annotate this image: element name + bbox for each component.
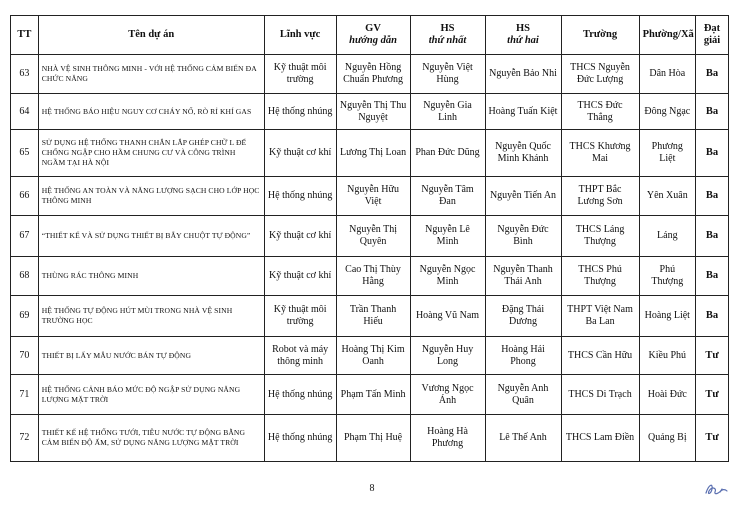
cell-prize: Tư [696,415,729,462]
cell-prize: Ba [696,130,729,177]
cell-student-1: Vương Ngọc Ánh [410,375,485,415]
cell-student-2: Nguyễn Anh Quân [485,375,561,415]
header-student-2: HS thứ hai [485,16,561,55]
cell-field: Robot và máy thông minh [264,337,336,375]
cell-prize: Ba [696,55,729,94]
cell-student-2: Nguyễn Quốc Minh Khánh [485,130,561,177]
cell-student-2: Nguyễn Bảo Nhi [485,55,561,94]
table-row [11,337,729,375]
cell-field: Kỹ thuật cơ khí [264,257,336,296]
handwritten-signature [703,480,729,498]
cell-project: SỬ DỤNG HỆ THỐNG THANH CHẮN LẮP GHÉP CHỮ L ĐỂ CHỐNG NGẬP CHO HẦM CHUNG CƯ VÀ CÔNG TRÌNH NGẦM TẠI HÀ NỘI [38,130,264,177]
cell-field: Hệ thống nhúng [264,94,336,130]
cell-advisor: Nguyễn Hữu Việt [336,177,410,216]
cell-ward: Dân Hòa [639,55,695,94]
cell-project: “THIẾT KẾ VÀ SỬ DỤNG THIẾT BỊ BẪY CHUỘT TỰ ĐỘNG” [38,216,264,257]
cell-school: THCS Di Trạch [561,375,639,415]
header-prize: Đạt giải [696,16,729,55]
cell-school: THCS Khương Mai [561,130,639,177]
cell-field: Kỹ thuật cơ khí [264,130,336,177]
cell-ward: Láng [639,216,695,257]
cell-ward: Phương Liệt [639,130,695,177]
cell-ward: Hoàng Liệt [639,296,695,337]
cell-student-1: Nguyễn Huy Long [410,337,485,375]
cell-ward: Phú Thượng [639,257,695,296]
cell-advisor: Phạm Thị Huệ [336,415,410,462]
cell-tt: 67 [11,216,39,257]
cell-tt: 72 [11,415,39,462]
cell-student-2: Nguyễn Tiến An [485,177,561,216]
cell-prize: Ba [696,94,729,130]
cell-ward: Yên Xuân [639,177,695,216]
cell-advisor: Trần Thanh Hiếu [336,296,410,337]
page-number: 8 [369,483,375,494]
cell-advisor: Phạm Tấn Minh [336,375,410,415]
cell-tt: 71 [11,375,39,415]
cell-ward: Kiều Phú [639,337,695,375]
cell-project: NHÀ VỆ SINH THÔNG MINH - VỚI HỆ THỐNG CẢM BIẾN ĐA CHỨC NĂNG [38,55,264,94]
cell-school: THPT Việt Nam Ba Lan [561,296,639,337]
cell-ward: Đông Ngạc [639,94,695,130]
cell-prize: Ba [696,296,729,337]
table-row [11,216,729,257]
cell-ward: Hoài Đức [639,375,695,415]
cell-advisor: Nguyễn Thị Thu Nguyệt [336,94,410,130]
cell-student-1: Hoàng Vũ Nam [410,296,485,337]
table-row [11,296,729,337]
table-row [11,177,729,216]
table-row [11,55,729,94]
cell-project: HỆ THỐNG TỰ ĐỘNG HÚT MÙI TRONG NHÀ VỆ SINH TRƯỜNG HỌC [38,296,264,337]
cell-student-2: Nguyễn Thanh Thái Anh [485,257,561,296]
header-field: Lĩnh vực [264,16,336,55]
cell-student-1: Phan Đức Dũng [410,130,485,177]
header-school: Trường [561,16,639,55]
cell-prize: Tư [696,337,729,375]
cell-field: Hệ thống nhúng [264,177,336,216]
cell-student-2: Đặng Thái Dương [485,296,561,337]
cell-field: Kỹ thuật cơ khí [264,216,336,257]
cell-school: THCS Cần Hữu [561,337,639,375]
cell-field: Hệ thống nhúng [264,415,336,462]
cell-field: Kỹ thuật môi trường [264,296,336,337]
cell-field: Kỹ thuật môi trường [264,55,336,94]
cell-project: THIẾT KẾ HỆ THỐNG TƯỚI, TIÊU NƯỚC TỰ ĐỘNG BẰNG CẢM BIẾN ĐỘ ẨM, SỬ DỤNG NĂNG LƯỢNG MẶT TRỜI [38,415,264,462]
cell-school: THCS Phú Thượng [561,257,639,296]
header-ward: Phường/Xã [639,16,695,55]
cell-ward: Quảng Bị [639,415,695,462]
cell-project: HỆ THỐNG CẢNH BÁO MỨC ĐỘ NGẬP SỬ DỤNG NĂNG LƯỢNG MẶT TRỜI [38,375,264,415]
cell-tt: 66 [11,177,39,216]
cell-prize: Ba [696,257,729,296]
cell-advisor: Nguyễn Thị Quyên [336,216,410,257]
cell-project: THÙNG RÁC THÔNG MINH [38,257,264,296]
cell-field: Hệ thống nhúng [264,375,336,415]
cell-tt: 69 [11,296,39,337]
cell-prize: Ba [696,216,729,257]
cell-project: HỆ THỐNG AN TOÀN VÀ NĂNG LƯỢNG SẠCH CHO LỚP HỌC THÔNG MINH [38,177,264,216]
cell-school: THCS Nguyễn Đức Lượng [561,55,639,94]
cell-student-1: Nguyễn Tâm Đan [410,177,485,216]
cell-project: THIẾT BỊ LẤY MẪU NƯỚC BÁN TỰ ĐỘNG [38,337,264,375]
header-student-1: HS thứ nhất [410,16,485,55]
table-row [11,94,729,130]
cell-student-1: Nguyễn Lê Minh [410,216,485,257]
cell-student-1: Nguyễn Ngọc Minh [410,257,485,296]
header-advisor: GV hướng dẫn [336,16,410,55]
cell-advisor: Lương Thị Loan [336,130,410,177]
cell-tt: 65 [11,130,39,177]
cell-tt: 63 [11,55,39,94]
cell-tt: 64 [11,94,39,130]
table-header-row [11,16,729,55]
cell-student-2: Nguyễn Đức Bình [485,216,561,257]
cell-student-1: Nguyễn Việt Hùng [410,55,485,94]
cell-school: THPT Bắc Lương Sơn [561,177,639,216]
cell-advisor: Hoàng Thị Kim Oanh [336,337,410,375]
cell-school: THCS Lam Điền [561,415,639,462]
cell-student-1: Nguyễn Gia Linh [410,94,485,130]
table-row [11,375,729,415]
cell-student-1: Hoàng Hà Phương [410,415,485,462]
cell-school: THCS Đức Thắng [561,94,639,130]
cell-school: THCS Láng Thượng [561,216,639,257]
cell-student-2: Hoàng Hải Phong [485,337,561,375]
cell-project: HỆ THỐNG BÁO HIỆU NGUY CƠ CHÁY NỔ, RÒ RỈ KHÍ GAS [38,94,264,130]
table-row [11,130,729,177]
cell-tt: 70 [11,337,39,375]
awards-table [10,15,729,462]
cell-advisor: Nguyễn Hồng Chuẩn Phương [336,55,410,94]
cell-advisor: Cao Thị Thùy Hằng [336,257,410,296]
cell-student-2: Hoàng Tuấn Kiệt [485,94,561,130]
cell-student-2: Lê Thế Anh [485,415,561,462]
cell-tt: 68 [11,257,39,296]
header-tt: TT [11,16,39,55]
table-row [11,257,729,296]
header-project: Tên dự án [38,16,264,55]
table-row [11,415,729,462]
cell-prize: Ba [696,177,729,216]
cell-prize: Tư [696,375,729,415]
